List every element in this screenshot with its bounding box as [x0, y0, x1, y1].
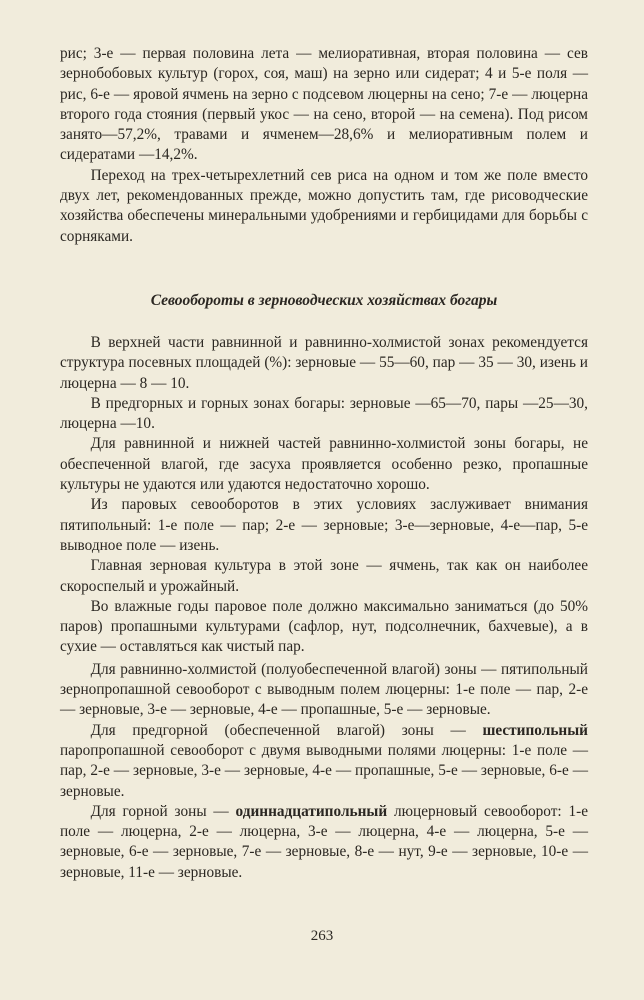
section-paragraph-1: В верхней части равнинной и равнинно-холмистой зонах рекомендуется структура посевных площадей (%): зерновые — 55—60, пар — 35 — 30, изень и люцерна — 8 — 10. — [60, 333, 588, 392]
page-number: 263 — [310, 928, 334, 944]
intro-paragraph-1: рис; 3-е — первая половина лета — мелиоративная, вторая половина — сев зернобобовых культур (горох, соя, маш) на зерно или сидерат; 4 и 5-е поля — рис, 6-е — яровой ячмень на зерно с подсевом люцерны на сено; 7-е — люцерна второго года стояния (первый укос — на сено, второй — на семена). Под рисом занято—57,2%, травами и ячменем—28,6% и мелиоративным полем и сидератами —14,2%. — [60, 45, 588, 164]
foothill-paragraph — [60, 721, 588, 802]
section-paragraph-3: Для равнинной и нижней частей равнинно-холмистой зоны богары, не обеспеченной влагой, где засуха проявляется особенно резко, пропашные культуры не удаются или удаются недостаточно хорошо. — [60, 435, 588, 494]
section-paragraph-4: Из паровых севооборотов в этих условиях заслуживает внимания пятипольный: 1-е поле — пар; 2-е — зерновые; 3-е—зерновые, 4-е—пар, 5-е выводное поле — изень. — [60, 496, 588, 554]
mountain-text-before: Для горной зоны — — [90, 802, 236, 820]
mountain-text-after: люцерновый севооборот: 1-е поле — люцерна, 2-е — люцерна, 3-е — люцерна, 4-е — люцерна, 5-е — зерновые, 6-е — зерновые, 7-е — зерновые, 8-е — нут, 9-е — зерновые, 10-е — зерновые, 11-е — зерновые. — [60, 802, 588, 881]
section-heading: Севообороты в зерноводческих хозяйствах богары — [150, 291, 498, 309]
foothill-bold-term: шестипольный — [482, 721, 588, 739]
mountain-bold-term: одиннадцатипольный — [235, 802, 388, 820]
section-paragraph-7: Для равнинно-холмистой (полуобеспеченной влагой) зоны — пятипольный зернопропашной севооборот с выводным полем люцерны: 1-е поле — пар, 2-е — зерновые, 3-е — зерновые, 4-е — пропашные, 5-е — зерновые. — [60, 660, 588, 719]
foothill-text-after: паропропашной севооборот с двумя выводными полями люцерны: 1-е поле — пар, 2-е — зерновые, 3-е — зерновые, 4-е — пропашные, 5-е — зерновые, 6-е — зерновые. — [60, 741, 588, 800]
section-paragraph-2: В предгорных и горных зонах богары: зерновые —65—70, пары —25—30, люцерна —10. — [60, 394, 588, 433]
mountain-paragraph — [60, 802, 588, 883]
foothill-text-before: Для предгорной (обеспеченной влагой) зоны — — [90, 721, 483, 739]
section-paragraph-5: Главная зерновая культура в этой зоне — ячмень, так как он наиболее скороспелый и урожайный. — [60, 557, 588, 595]
intro-paragraph-2: Переход на трех-четырехлетний сев риса на одном и том же поле вместо двух лет, рекомендованных прежде, можно допустить там, где рисоводческие хозяйства обеспечены минеральными удобрениями и гербицидами для борьбы с сорняками. — [60, 166, 588, 245]
section-paragraph-6: Во влажные годы паровое поле должно максимально заниматься (до 50% паров) пропашными культурами (сафлор, нут, подсолнечник, бахчевые), а в сухие — оставляться как чистый пар. — [60, 597, 588, 656]
